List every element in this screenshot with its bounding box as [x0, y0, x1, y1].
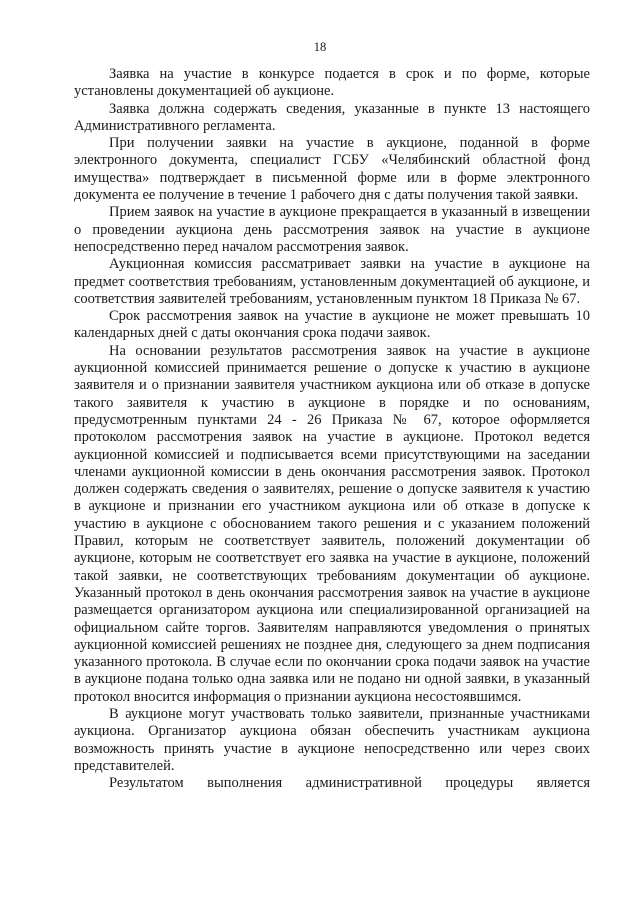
- paragraph: В аукционе могут участвовать только заявители, признанные участниками аукциона. Организатор аукциона обязан обеспечить участникам аукциона возможность принять участие в аукционе непосредственно или через своих представителей.: [74, 705, 590, 774]
- paragraph: При получении заявки на участие в аукционе, поданной в форме электронного документа, специалист ГСБУ «Челябинский областной фонд имущества» подтверждает в письменной форме или в форме электронного документа ее получение в течение 1 рабочего дня с даты получения такой заявки.: [74, 135, 590, 204]
- page-number: 18: [313, 40, 327, 54]
- paragraph: Срок рассмотрения заявок на участие в аукционе не может превышать 10 календарных дней с даты окончания срока подачи заявок.: [74, 308, 590, 342]
- paragraph: Результатом выполнения административной процедуры является: [109, 775, 590, 792]
- document-body: [74, 66, 590, 792]
- paragraph: Прием заявок на участие в аукционе прекращается в указанный в извещении о проведении аукциона день рассмотрения заявок на участие в аукционе непосредственно перед началом рассмотрения заявок.: [74, 204, 590, 255]
- paragraph: Заявка на участие в конкурсе подается в срок и по форме, которые установлены документацией об аукционе.: [74, 66, 590, 100]
- paragraph: Аукционная комиссия рассматривает заявки на участие в аукционе на предмет соответствия требованиям, установленным документацией об аукционе, и соответствия заявителей требованиям, установленным пунктом 18 Приказа № 67.: [74, 256, 590, 307]
- paragraph: Заявка должна содержать сведения, указанные в пункте 13 настоящего Административного регламента.: [74, 100, 590, 134]
- paragraph: На основании результатов рассмотрения заявок на участие в аукционе аукционной комиссией принимается решение о допуске к участию в аукционе заявителя и о признании заявителя участником аукциона или об отказе в допуске такого заявителя к участию в аукционе в порядке и по основаниям, предусмотренным пунктами 24 - 26 Приказа № 67, которое оформляется протоколом рассмотрения заявок на участие в аукционе. Протокол ведется аукционной комиссией и подписывается всеми присутствующими на заседании членами аукционной комиссии в день окончания рассмотрения заявок. Протокол должен содержать сведения о заявителях, решение о допуске заявителя к участию в аукционе и признании его участником аукциона или об отказе в допуске к участию в аукционе с обоснованием такого решения и с указанием положений Правил, которым не соответствует заявитель, положений документации об аукционе, которым не соответствует его заявка на участие в аукционе, положений такой заявки, не соответствующих требованиям документации об аукционе. Указанный протокол в день окончания рассмотрения заявок на участие в аукционе размещается организатором аукциона или специализированной организацией на официальном сайте торгов. Заявителям направляются уведомления о принятых аукционной комиссией решениях не позднее дня, следующего за днем подписания указанного протокола. В случае если по окончании срока подачи заявок на участие в аукционе подана только одна заявка или не подано ни одной заявки, в указанный протокол вносится информация о признании аукциона несостоявшимся.: [74, 342, 590, 705]
